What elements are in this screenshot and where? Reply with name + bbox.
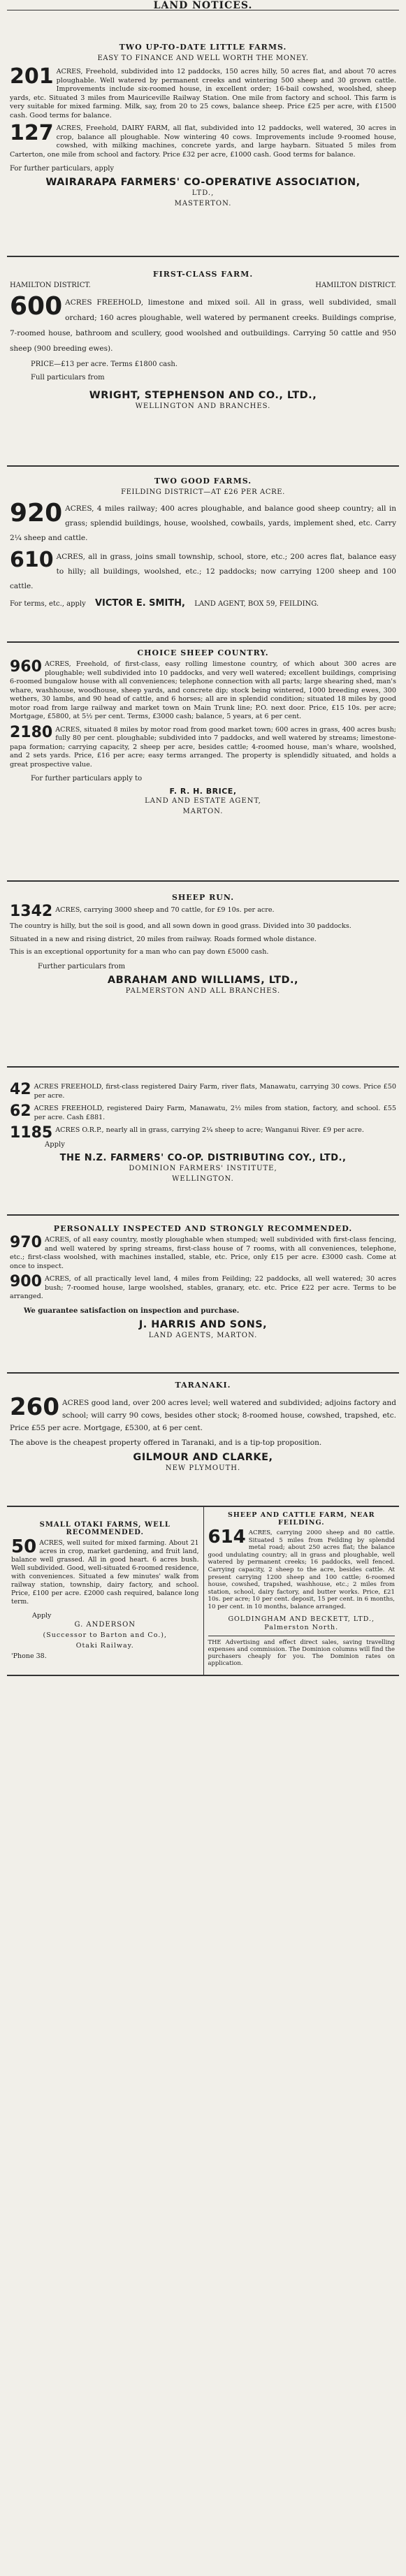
ad-wairarapa [7, 10, 399, 257]
acreage-number: 900 [10, 1273, 42, 1290]
phone-text: 'Phone 38. [11, 1652, 47, 1660]
listing [10, 660, 396, 722]
listing-text: ACRES, Freehold, of first-class, easy rolling limestone country, of which about 300 acres are ploughable; well subdivided into 10 paddocks, and very well watered; excellent buildings, comprising 6-roomed bungalow house with all conveniences; telephone connection with all parts; large shearing shed, man's whare, washhouse, woodhouse, sheep yards, and concrete dip; stock being wintered, 1000 breeding ewes, 300 wethers, 30 lambs, and 90 head of cattle, and 6 horses; all are in splendid condition; situated 18 miles by good motor road from large railway and market town on Main Trunk line; P.O. next door. Price, £15 10s. per acre; Mortgage, £5800, at 5½ per cent. Terms, £3000 cash; balance, 5 years, at 6 per cent. [10, 660, 396, 720]
acreage-number: 2180 [10, 723, 53, 741]
agent-name: VICTOR E. SMITH, [94, 598, 185, 609]
listing-text: ACRES FREEHOLD, registered Dairy Farm, Manawatu, 2½ miles from station, factory, and school. £55 per acre. Cash £881. [34, 1105, 396, 1121]
apply-text: For further particulars, apply [10, 165, 115, 173]
agent-name: F. R. H. BRICE, [169, 787, 237, 796]
apply-text: Apply [45, 1140, 65, 1149]
agent-name: J. HARRIS AND SONS, [138, 1318, 268, 1330]
acreage-number: 970 [10, 1234, 42, 1251]
ad-nz-farmers [7, 1068, 399, 1216]
listing-text: ACRES, carrying 2000 sheep and 80 cattle. Situated 5 miles from Feilding by splendid metal road; about 250 acres flat; the balance good undulating country; all in grass and ploughable, well watered by permanent creeks; 16 paddocks, well fenced. Carrying capacity, 2 sheep to the acre, besides cattle. At present carrying 1200 sheep and 100 cattle; 6-roomed house, cowshed, trapshed, washhouse, etc.; 2 miles from station, school, dairy factory, and butter works. Price, £21 10s. per acre; 10 per cent. deposit, 15 per cent. in 6 months, 10 per cent. in 10 months, balance arranged. [208, 1529, 395, 1610]
agent-name: THE N.Z. FARMERS' CO-OP. DISTRIBUTING COY., LTD., [59, 1152, 347, 1163]
agent-place: LAND AGENTS, MARTON. [148, 1331, 258, 1339]
agent-ltd: LTD., [191, 189, 215, 197]
paragraph: Situated in a new and rising district, 20 miles from railway. Roads formed whole distance. [10, 935, 317, 943]
guarantee-text: We guarantee satisfaction on inspection and purchase. [24, 1307, 240, 1315]
ad-goldingham-beckett [203, 1507, 400, 1675]
ad-wright-stephenson [7, 257, 399, 467]
agent-subtitle: (Successor to Barton and Co.), [43, 1631, 167, 1639]
ad-title: TARANAKI. [175, 1381, 231, 1390]
ad-title: PERSONALLY INSPECTED AND STRONGLY RECOMMENDED. [53, 1224, 353, 1233]
listing [10, 1083, 396, 1100]
agent-place: MARTON. [182, 808, 224, 815]
listing-text: ACRES, well suited for mixed farming. About 21 acres in crop, market gardening, and fruit land, balance well grassed. All in good heart. 6 acres bush. Well subdivided. Good, well-situated 6-roomed residence, with conveniences. Situated a few minutes' walk from railway station, township, dairy factory, and school. Price, £100 per acre. £2000 cash required, balance long term. [11, 1539, 199, 1606]
acreage-number: 610 [10, 548, 54, 572]
agent-place: MASTERTON. [174, 200, 232, 208]
apply-text: Full particulars from [31, 374, 105, 381]
ad-abraham-williams [7, 882, 399, 1068]
acreage-number: 600 [10, 292, 63, 321]
listing [10, 121, 396, 159]
acreage-number: 62 [10, 1103, 31, 1120]
acreage-number: 260 [10, 1393, 59, 1421]
ad-victor-smith [7, 467, 399, 643]
ad-harris [7, 1216, 399, 1374]
listing [10, 1105, 396, 1122]
listing [10, 64, 396, 120]
ad-brice [7, 643, 399, 882]
listing [10, 1236, 396, 1271]
listing [10, 499, 396, 546]
listing [208, 1529, 396, 1611]
ad-title: CHOICE SHEEP COUNTRY. [137, 648, 269, 657]
listing [10, 550, 396, 594]
listing-text: ACRES, all in grass, joins small township, school, store, etc.; 200 acres flat, balance easy to hilly; all buildings, woolshed, etc.; 12 paddocks; now carrying 1200 sheep and 100 cattle. [10, 553, 396, 590]
agent-subtitle: DOMINION FARMERS' INSTITUTE, [129, 1164, 277, 1172]
listing [10, 1393, 396, 1434]
ad-title: SHEEP RUN. [171, 893, 235, 902]
acreage-number: 960 [10, 658, 42, 676]
district-left: HAMILTON DISTRICT. [10, 282, 91, 289]
listing [10, 903, 396, 920]
agent-place: Otaki Railway. [75, 1642, 134, 1650]
listing-text: ACRES, of all easy country, mostly ploughable when stumped; well subdivided with first-class fencing, and well watered by spring streams, first-class house of 7 rooms, with all conveniences, telephone, etc.; first-class woolshed, with machines installed, stable, etc. Price, only £15 per acre. £3000 cash. Come at once to inspect. [10, 1236, 396, 1270]
acreage-number: 50 [11, 1536, 37, 1557]
price-text: PRICE—£13 per acre. Terms £1800 cash. [31, 361, 178, 368]
dominion-note: THE Advertising and effect direct sales, saving travelling expenses and commission. The Dominion columns will find the purchasers cheaply for you. The Dominion rates on application. [208, 1636, 396, 1666]
agent-name: GOLDINGHAM AND BECKETT, LTD., [228, 1615, 375, 1623]
agent-place: WELLINGTON. [172, 1174, 234, 1183]
paragraph: This is an exceptional opportunity for a man who can pay down £5000 cash. [10, 948, 269, 956]
acreage-number: 42 [10, 1081, 31, 1098]
apply-text: For further particulars apply to [31, 775, 143, 783]
paragraph: The above is the cheapest property offered in Taranaki, and is a tip-top proposition. [10, 1439, 322, 1447]
listing [10, 1124, 396, 1142]
ad-title: SHEEP AND CATTLE FARM, NEAR FEILDING. [227, 1511, 375, 1527]
terms-text: For terms, etc., apply [10, 600, 86, 608]
ad-subtitle: EASY TO FINANCE AND WELL WORTH THE MONEY. [97, 54, 309, 62]
apply-text: Further particulars from [38, 962, 126, 970]
listing-text: ACRES, Freehold, subdivided into 12 paddocks, 150 acres hilly, 50 acres flat, and about 70 acres ploughable. Well watered by permanent creeks and wintering 500 sheep and 30 grown cattle. Improvements include six-roomed house, in excellent order; 16-bail cowshed, woolshed, sheep yards, etc. Situated 3 miles from Mauriceville Railway Station. One mile from factory and school. This farm is very suitable for mixed farming. Milk, say, from 20 to 25 cows, balance sheep. Price £25 per acre, with £1500 cash. Good terms for balance. [10, 68, 396, 119]
acreage-number: 614 [208, 1527, 246, 1548]
acreage-number: 127 [10, 121, 54, 145]
agent-name: ABRAHAM AND WILLIAMS, LTD., [107, 974, 299, 986]
listing [10, 1275, 396, 1302]
ad-subtitle: FEILDING DISTRICT—AT £26 PER ACRE. [121, 488, 285, 496]
agent-place: NEW PLYMOUTH. [165, 1464, 241, 1472]
agent-subtitle: LAND AND ESTATE AGENT, [145, 797, 261, 805]
listing-text: ACRES, carrying 3000 sheep and 70 cattle, for £9 10s. per acre. [55, 906, 275, 914]
acreage-number: 1342 [10, 903, 53, 920]
listing-text: ACRES, of all practically level land, 4 miles from Feilding; 22 paddocks, all well watered; 30 acres bush; 7-roomed house, large woolshed, stables, granary, etc. etc. Price £22 per acre. Terms to be arranged. [10, 1275, 396, 1300]
listing-text: ACRES, situated 8 miles by motor road from good market town; 600 acres in grass, 400 acres bush; fully 80 per cent. ploughable; subdivided into 7 paddocks, and well watered by streams; limestone-papa formation; carrying capacity, 2 sheep per acre, besides cattle; 4-roomed house, man's whare, woolshed, and 2 sets yards. Price, £16 per acre; easy terms arranged. The property is splendidly situated, and holds a great prospective value. [10, 725, 396, 769]
agent-place: Palmerston North. [264, 1623, 339, 1631]
agent-name: G. ANDERSON [74, 1621, 136, 1629]
paragraph: The country is hilly, but the soil is good, and all sown down in good grass. Divided into 30 paddocks. [10, 922, 351, 930]
listing-text: ACRES FREEHOLD, limestone and mixed soil. All in grass, well subdivided, small orchard; 160 acres ploughable, well watered by permanent creeks. Buildings comprise, 7-roomed house, bathroom and scullery, good woolshed and outbuildings. Carrying 50 cattle and 950 sheep (900 breeding ewes). [10, 298, 396, 353]
listing-text: ACRES FREEHOLD, first-class registered Dairy Farm, river flats, Manawatu, carrying 30 cows. Price £50 per acre. [34, 1083, 396, 1100]
agent-place: WELLINGTON AND BRANCHES. [135, 402, 271, 410]
agent-line [10, 598, 396, 609]
district-line [10, 282, 396, 289]
agent-details: LAND AGENT, BOX 59, FEILDING. [194, 600, 319, 608]
listing-text: ACRES O.R.P., nearly all in grass, carrying 2¼ sheep to acre; Wanganui River. £9 per acre. [55, 1126, 364, 1134]
ad-anderson [7, 1507, 203, 1675]
agent-name: WRIGHT, STEPHENSON AND CO., LTD., [89, 390, 317, 401]
acreage-number: 201 [10, 64, 54, 89]
listing-text: ACRES, Freehold, DAIRY FARM, all flat, subdivided into 12 paddocks, well watered, 30 acres in crop, balance all ploughable. Now wintering 40 cows. Improvements include 9-roomed house, cowshed, with milking machines, concrete yards, and large haybarn. Situated 5 miles from Carterton, one mile from school and factory. Price £32 per acre, £1000 cash. Good terms for balance. [10, 124, 396, 159]
listing-text: ACRES, 4 miles railway; 400 acres ploughable, and balance good sheep country; all in grass; splendid buildings, house, woolshed, cowbails, yards, implement shed, etc. Carry 2¼ sheep and cattle. [10, 504, 396, 542]
acreage-number: 1185 [10, 1124, 53, 1142]
ad-title: SMALL OTAKI FARMS, WELL RECOMMENDED. [39, 1521, 171, 1536]
listing [11, 1536, 199, 1606]
section-header: LAND NOTICES. [7, 0, 399, 10]
ad-title: FIRST-CLASS FARM. [152, 270, 254, 279]
two-column-section [7, 1507, 399, 1676]
apply-text: Apply [32, 1612, 52, 1620]
ad-gilmour-clarke [7, 1374, 399, 1507]
ad-title: TWO GOOD FARMS. [154, 476, 252, 486]
district-right: HAMILTON DISTRICT. [315, 282, 396, 289]
listing [10, 292, 396, 356]
listing-text: ACRES good land, over 200 acres level; well watered and subdivided; adjoins factory and school; will carry 90 cows, besides other stock; 8-roomed house, cowshed, trapshed, etc. Price £55 per acre. Mortgage, £5300, at 6 per cent. [10, 1399, 396, 1432]
agent-name: GILMOUR AND CLARKE, [133, 1451, 273, 1463]
agent-place: PALMERSTON AND ALL BRANCHES. [125, 987, 281, 995]
ad-title: TWO UP-TO-DATE LITTLE FARMS. [119, 43, 287, 52]
agent-name: WAIRARAPA FARMERS' CO-OPERATIVE ASSOCIATION, [45, 177, 361, 188]
listing [10, 723, 396, 770]
acreage-number: 920 [10, 499, 63, 527]
